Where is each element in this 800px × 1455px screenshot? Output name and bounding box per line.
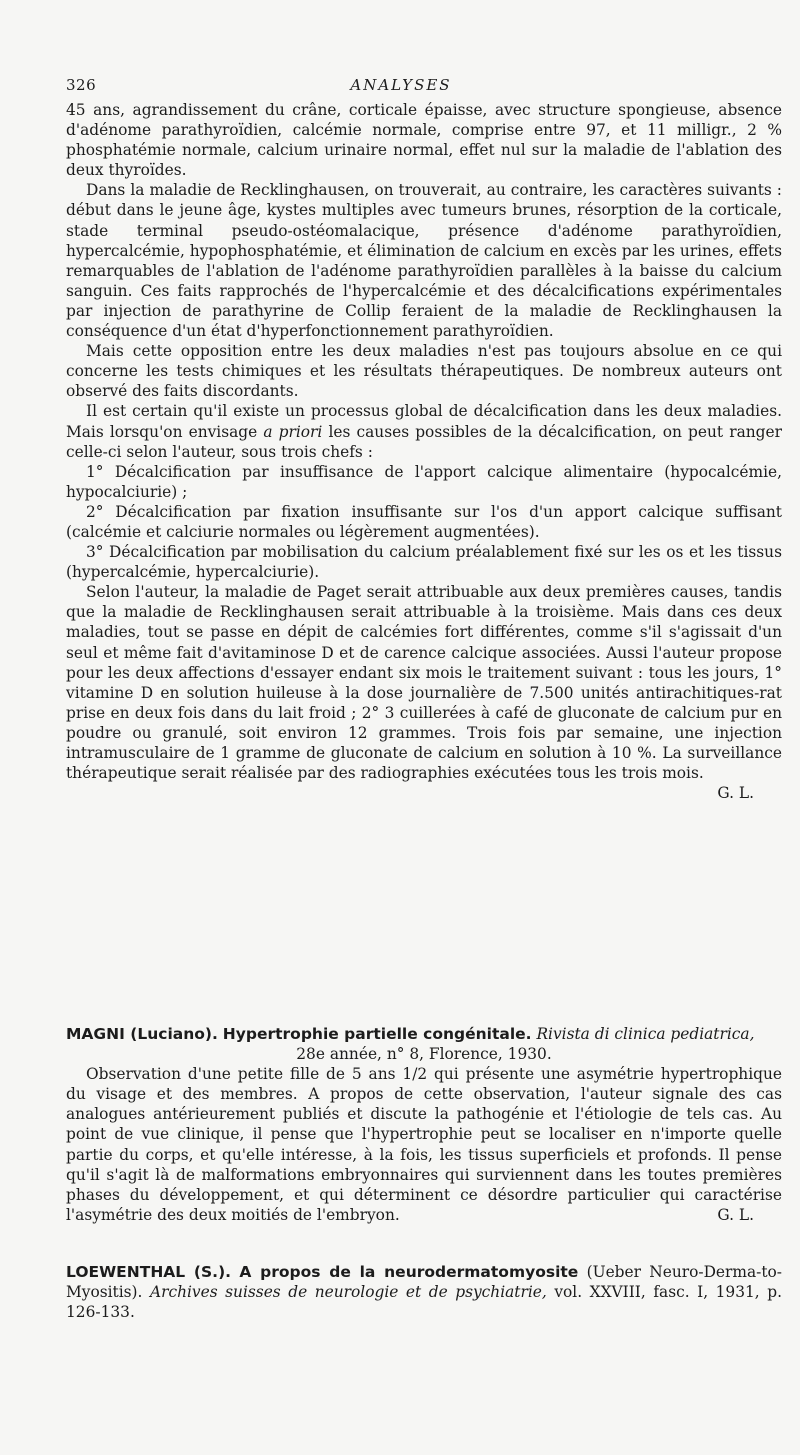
reviewer-signature: G. L.	[717, 784, 754, 803]
entry-subtitle: (Ueber Neuro-Derma-to-Myositis).	[66, 1263, 782, 1302]
entry-journal: Archives suisses de neurologie et de psychiatrie,	[150, 1283, 547, 1302]
entry-details: vol. XXVIII, fasc. I, 1931, p. 126-133.	[66, 1283, 782, 1322]
entry-heading	[66, 1024, 782, 1044]
review-entry-loewenthal	[66, 1262, 782, 1322]
paragraph: Dans la maladie de Recklinghausen, on trouverait, au contraire, les caractères suivants : début dans le jeune âge, kystes multiples avec tumeurs brunes, résorption de la corticale, stade terminal pseudo-ostéomalacique, présence d'adénome parathyroïdien, hypercalcémie, hypophosphatémie, et élimination de calcium en excès par les urines, effets remarquables de l'ablation de l'adénome parathyroïdien parallèles à la baisse du calcium sanguin. Ces faits rapprochés de l'hypercalcémie et des décalcifications expérimentales par injection de parathyrine de Collip feraient de la maladie de Recklinghausen la conséquence d'un état d'hyperfonctionnement parathyroïdien.	[66, 181, 782, 341]
page-number: 326	[66, 76, 97, 94]
entry-journal: Rivista di clinica pediatrica,	[536, 1025, 755, 1043]
paragraph-text: Observation d'une petite fille de 5 ans 1/2 qui présente une asymétrie hypertrophique du visage et des membres. A propos de cette observation, l'auteur signale des cas analogues antérieurement publiés et discute la pathogénie et l'étiologie de tels cas. Au point de vue clinique, il pense que l'hypertrophie peut se localiser en n'importe quelle partie du corps, et qu'elle intéresse, à la fois, les tissus superficiels et profonds. Il pense qu'il s'agit là de malformations embryonnaires qui surviennent dans les toutes premières phases du développement, et qui déterminent ce désordre particulier qui caractérise l'asymétrie des deux moitiés de l'embryon.	[66, 1065, 782, 1224]
latin-phrase: a priori	[263, 422, 323, 441]
paragraph-text: Selon l'auteur, la maladie de Paget serait attribuable aux deux premières causes, tandis que la maladie de Recklinghausen serait attribuable à la troisième. Mais dans ces deux maladies, tout se passe en dépit de calcémies fort différentes, comme s'il s'agissait d'un seul et même fait d'avitaminose D et de carence calcique associées. Aussi l'auteur propose pour les deux affections d'essayer endant six mois le traitement suivant : tous les jours, 1° vitamine D en solution huileuse à la dose journalière de 7.500 unités antirachitiques-rat prise en deux fois dans du lait froid ; 2° 3 cuillerées à café de gluconate de calcium pur en poudre ou granulé, soit environ 12 grammes. Trois fois par semaine, une injection intramusculaire de 1 gramme de gluconate de calcium en solution à 10 %. La surveillance thérapeutique serait réalisée par des radiographies exécutées tous les trois mois.	[66, 583, 782, 783]
entry-body	[66, 1064, 782, 1225]
entry-author: LOEWENTHAL (S.).	[66, 1263, 232, 1281]
paragraph	[66, 401, 782, 461]
review-continuation	[66, 100, 782, 803]
list-item: 3° Décalcification par mobilisation du calcium préalablement fixé sur les os et les tissus (hypercalcémie, hypercalciurie).	[66, 543, 782, 582]
entry-details: 28e année, n° 8, Florence, 1930.	[296, 1045, 552, 1064]
page-header	[66, 76, 736, 98]
list-item: 1° Décalcification par insuffisance de l'apport calcique alimentaire (hypocalcémie, hypocalciurie) ;	[66, 462, 782, 501]
entry-title: A propos de la neurodermatomyosite	[239, 1263, 579, 1281]
running-head: ANALYSES	[350, 76, 452, 94]
entry-heading	[66, 1262, 782, 1322]
review-entry-magni	[66, 1024, 782, 1225]
paragraph-text: Il est certain qu'il existe un processus global de décalcification dans les deux maladies. Mais lorsqu'on envisage	[66, 402, 782, 441]
list-item: 2° Décalcification par fixation insuffisante sur l'os d'un apport calcique suffisant (calcémie et calciurie normales ou légèrement augmentées).	[66, 502, 782, 541]
reviewer-signature: G. L.	[717, 1205, 754, 1224]
entry-title: Hypertrophie partielle congénitale.	[222, 1025, 532, 1043]
entry-author: MAGNI (Luciano).	[66, 1025, 218, 1043]
paragraph	[66, 582, 782, 803]
paragraph: Mais cette opposition entre les deux maladies n'est pas toujours absolue en ce qui concerne les tests chimiques et les résultats thérapeutiques. De nombreux auteurs ont observé des faits discordants.	[66, 342, 782, 401]
paragraph: 45 ans, agrandissement du crâne, corticale épaisse, avec structure spongieuse, absence d'adénome parathyroïdien, calcémie normale, comprise entre 97, et 11 milligr., 2 % phosphatémie normale, calcium urinaire normal, effet nul sur la maladie de l'ablation des deux thyroïdes.	[66, 101, 782, 180]
paragraph-text: les causes possibles de la décalcification, on peut ranger celle-ci selon l'auteur, sous trois chefs :	[66, 422, 782, 461]
